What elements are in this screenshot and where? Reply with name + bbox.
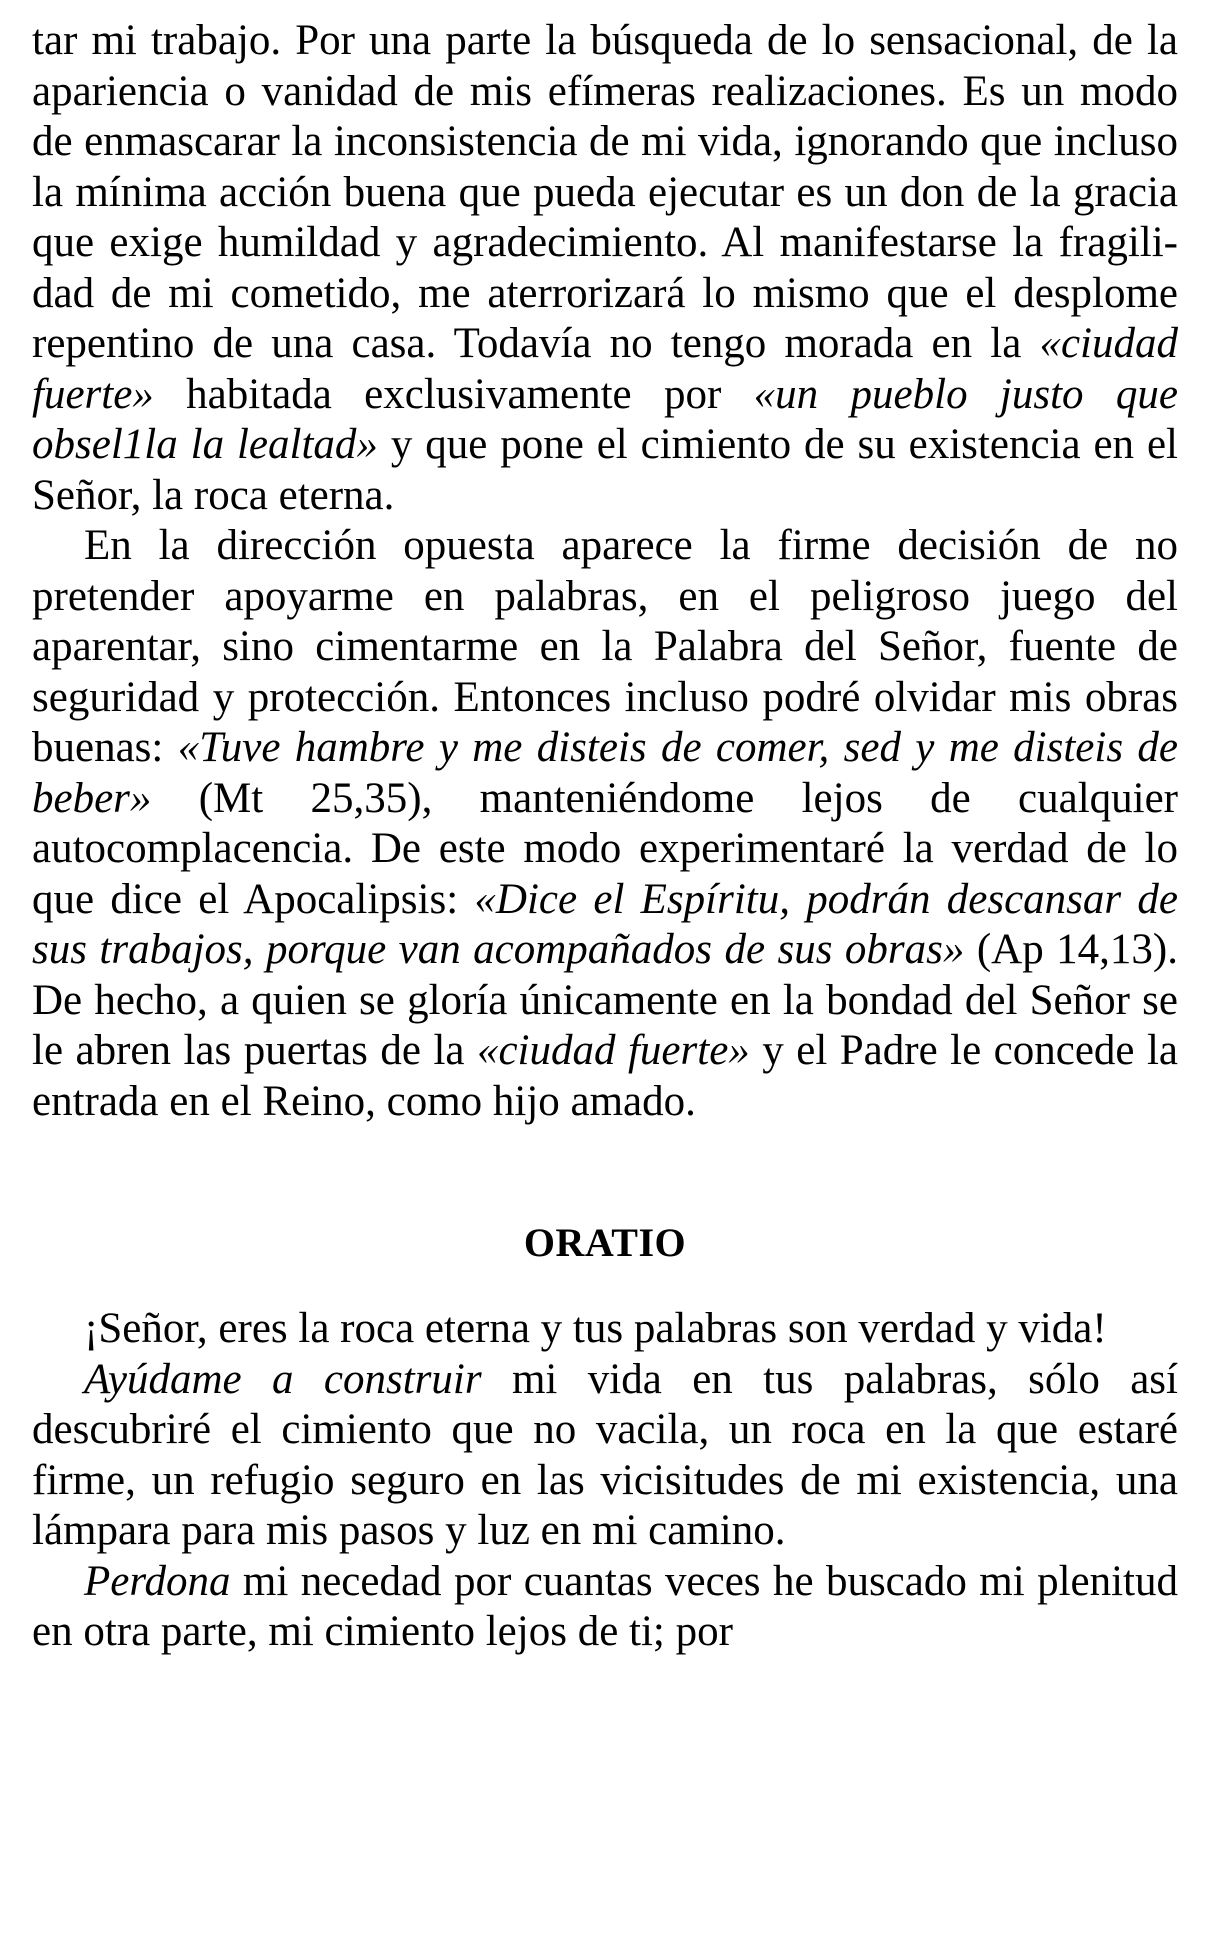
text-run: mi necedad por cuantas veces he buscado mi plenitud en otra parte, mi cimiento lejos de ti; por: [32, 1557, 1178, 1655]
oratio-section: [32, 1304, 1178, 1658]
italic-text: «ciudad fuerte»: [476, 1027, 750, 1074]
text-run: tar mi trabajo. Por una parte la búsqueda de lo sensacional, de la apariencia o vanidad de mis efímeras realizaciones. Es un modo de enmascarar la inconsistencia de mi vida, ignorando que incluso la mínima acción buena que pueda ejecutar es un don de la gracia que exige humildad y agradecimiento. Al manifestarse la fragilidad de mi cometido, me aterrorizará lo mismo que el desplome repentino de una casa. Todavía no tengo morada en la: [32, 17, 1178, 367]
oratio-paragraph-3: [32, 1557, 1178, 1658]
paragraph-1: [32, 16, 1178, 521]
text-run: y que pone el cimiento de su existencia en el Señor, la roca eterna.: [32, 421, 1178, 519]
italic-text: «ciudad fuerte»: [32, 320, 1178, 418]
section-heading-oratio: ORATIO: [523, 1220, 687, 1265]
text-run: En la dirección opuesta aparece la firme decisión de no pretender apoyarme en palabras, en el peligroso juego del aparentar, sino cimentarme en la Palabra del Señor, fuente de seguridad y protección. Entonces incluso podré olvidar mis obras buenas:: [32, 522, 1178, 771]
paragraph-2: [32, 521, 1178, 1127]
text-run: habitada exclusivamente por: [153, 370, 754, 418]
text-run: ¡Señor, eres la roca eterna y tus palabras son verdad y vida!: [84, 1305, 1107, 1352]
text-run: (Mt 25,35), manteniéndome lejos de cualquier autocomplacencia. De este modo experimentaré la verdad de lo que dice el Apocalipsis:: [32, 774, 1178, 923]
text-run: y el Padre le concede la entrada en el Reino, como hijo amado.: [32, 1027, 1179, 1125]
italic-text: Perdona: [84, 1557, 231, 1605]
italic-text: «Tuve hambre y me disteis de comer, sed y me disteis de beber»: [32, 724, 1178, 822]
italic-text: «Dice el Espíritu, podrán descansar de sus trabajos, porque van acompañados de sus obras»: [32, 875, 1178, 973]
text-run: mi vida en tus palabras, sólo así descubriré el cimiento que no vacila, un roca en la que estaré firme, un refugio seguro en las vicisitudes de mi existencia, una lámpara para mis pasos y luz en mi camino.: [32, 1355, 1178, 1554]
oratio-paragraph-2: [32, 1355, 1178, 1557]
oratio-paragraph-1: [32, 1304, 1178, 1355]
italic-text: Ayúdame a construir: [84, 1355, 482, 1403]
italic-text: «un pueblo justo que obsel1la la lealtad»: [32, 370, 1178, 468]
text-run: (Ap 14,13). De hecho, a quien se gloría únicamente en la bondad del Señor se le abren las puertas de la: [32, 926, 1178, 1074]
